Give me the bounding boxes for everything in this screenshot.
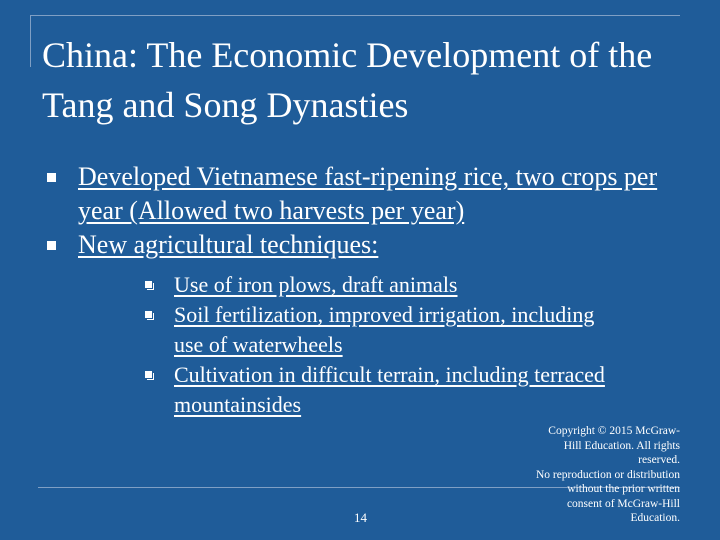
sub-bullet-item <box>78 360 660 420</box>
frame-top-line <box>30 15 680 16</box>
sub-bullet-item <box>78 300 660 360</box>
frame-left-line <box>30 15 31 67</box>
shadowed-box-icon <box>145 281 152 288</box>
shadowed-box-icon <box>145 311 152 318</box>
filled-square-icon <box>47 241 56 250</box>
bullet-item <box>0 160 720 228</box>
sub-bullet-text: Use of iron plows, draft animals <box>174 272 458 297</box>
copyright-notice: Copyright © 2015 McGraw- Hill Education. All rights reserved. No reproduction or distribution without the prior written consent of McGraw-Hill Education. <box>535 425 680 524</box>
bullet-text: New agricultural techniques: <box>78 230 379 259</box>
sub-bullet-text: Soil fertilization, improved irrigation, including use of waterwheels <box>174 302 595 357</box>
sub-bullet-list <box>78 270 660 420</box>
sub-bullet-item <box>78 270 660 300</box>
bullet-text: Developed Vietnamese fast-ripening rice, two crops per year (Allowed two harvests per year) <box>78 162 658 225</box>
sub-bullet-text: Cultivation in difficult terrain, including terraced mountainsides <box>174 362 605 417</box>
slide-title: China: The Economic Development of the Tang and Song Dynasties <box>42 35 653 125</box>
filled-square-icon <box>47 173 56 182</box>
bullet-list <box>0 160 720 420</box>
page-number: 14 <box>354 510 367 525</box>
bullet-item <box>0 228 720 420</box>
shadowed-box-icon <box>145 371 152 378</box>
